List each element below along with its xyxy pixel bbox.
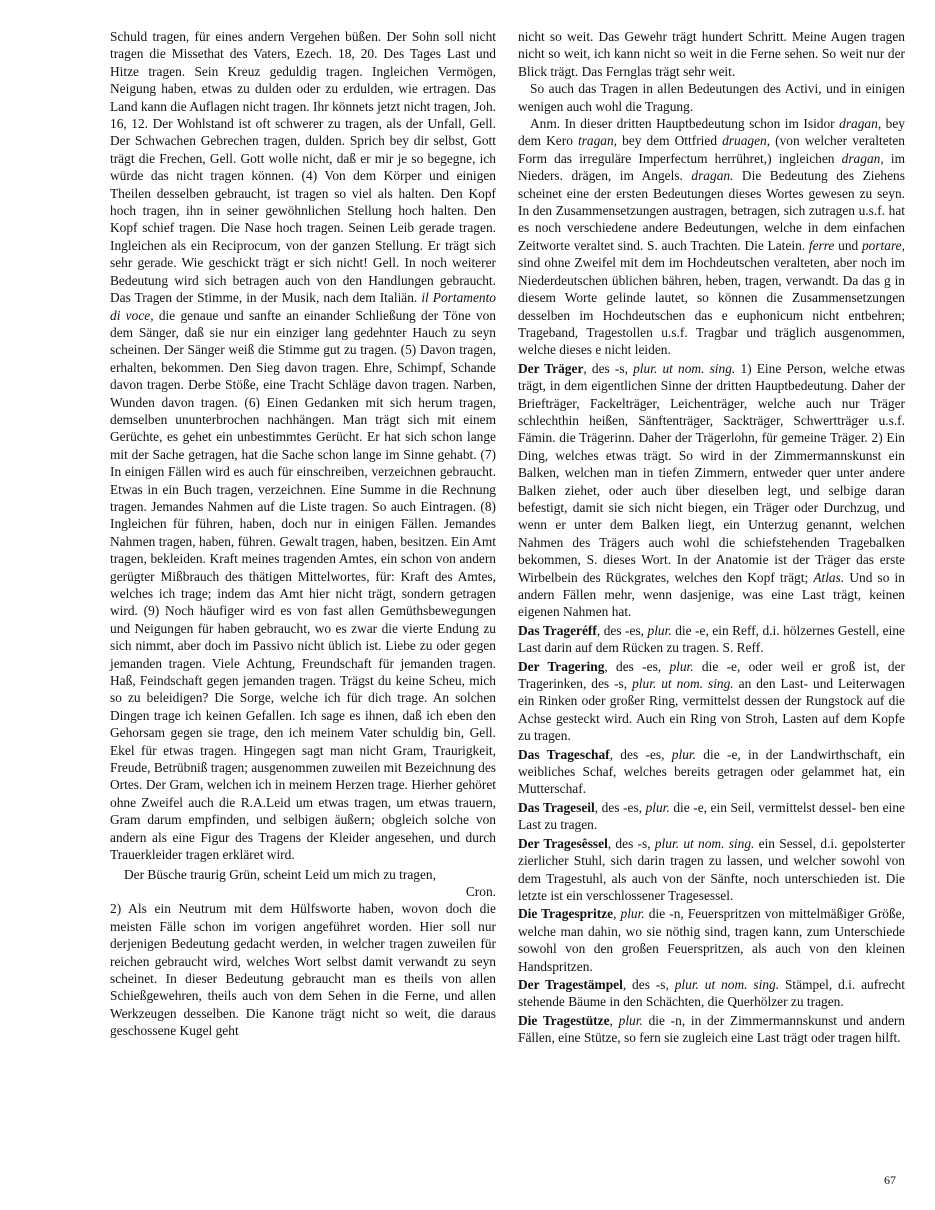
dictionary-entry: Das Trageseil, des -es, plur. die -e, ein Seil, vermittelst dessel- ben eine Last zu tragen.	[518, 799, 905, 833]
entry-headword: Der Träger	[518, 360, 584, 376]
dictionary-entry: Das Trageschaf, des -es, plur. die -e, in der Landwirthschaft, ein weibliches Schaf, welches bereits getragen oder gelammet hat, ein Mutterschaf.	[518, 746, 905, 797]
dictionary-entry: Das Trageréff, des -es, plur. die -e, ein Reff, d.i. hölzernes Gestell, eine Last darin auf dem Rücken zu tragen. S. Reff.	[518, 622, 905, 656]
page-number: 67	[884, 1173, 896, 1187]
entry-headword: Der Tragesêssel	[518, 835, 608, 851]
dictionary-entry: Der Tragesêssel, des -s, plur. ut nom. sing. ein Sessel, d.i. gepolsterter zierlicher Stuhl, sich darin tragen zu lassen, und welcher sowohl von dem Tragestuhl, als auch von der Sänfte, noch unterschieden ist. Die letzte ist ein verschlossener Tragesessel.	[518, 835, 905, 903]
dictionary-entry: Die Tragestütze, plur. die -n, in der Zimmermannskunst und andern Fällen, eine Stütze, so fern sie zugleich eine Last trägt oder tragen hilft.	[518, 1012, 905, 1046]
left-column	[110, 28, 496, 1040]
paragraph: So auch das Tragen in allen Bedeutungen des Activi, und in einigen wenigen auch wohl die Tragung.	[518, 81, 905, 114]
paragraph: nicht so weit. Das Gewehr trägt hundert Schritt. Meine Augen tragen nicht so weit, ich kann nicht so weit in die Ferne sehen. So weit nur der Blick trägt. Das Fernglas trägt sehr weit.	[518, 29, 905, 79]
entry-headword: Der Tragering	[518, 658, 605, 674]
right-column	[518, 28, 905, 1047]
entry-headword: Das Trageréff	[518, 622, 597, 638]
annotation-paragraph: Anm. In dieser dritten Hauptbedeutung schon im Isidor dragan, bey dem Kero tragan, bey dem Ottfried druagen, (von welcher veralteten Form das irreguläre Imperfectum herrühret,) ingleichen dragan, im Nieders. drägen, im Angels. dragan. Die Bedeutung des Ziehens scheinet eine der ersten Bedeutungen dieses Wortes gewesen zu seyn. In den Zusammensetzungen austragen, betragen, sich zutragen u.s.f. hat es noch verschiedene andere Bedeutungen, welche in dem einfachen Zeitworte veraltet sind. S. auch Trachten. Die Latein. ferre und portare, sind ohne Zweifel mit dem im Hochdeutschen veralteten, aber noch im Niederdeutschen üblichen bähren, heben, tragen, verwandt. Da das g in diesem Worte gelinde lautet, so können die Zusammensetzungen desselben im Hochdeutschen das e euphonicum nicht entbehren; Trageband, Tragestollen u.s.f. Tragbar und träglich ausgenommen, welche dieses e nicht leiden.	[518, 116, 905, 358]
dictionary-entry: Der Träger, des -s, plur. ut nom. sing. 1) Eine Person, welche etwas trägt, in dem eigentlichen Sinne der dritten Hauptbedeutung. Daher der Briefträger, Fackelträger, Leichenträger, welche auch nur Träger schlechthin heißen, Sänftenträger, Sackträger, Schwertträger u.s.f. Fämin. die Trägerinn. Daher der Trägerlohn, für gemeine Träger. 2) Ein Ding, welches etwas trägt. So wird in der Zimmermannskunst ein Balken, welchen man in tiefen Zimmern, entweder quer unter andere Balken ziehet, oder auch über dieselben legt, und selbige daran befestigt, damit sie sich nicht biegen, ein Träger oder Durchzug, und wenn er unter dem Balken liegt, ein Unterzug genannt, welchen Nahmen des Trägers auch wohl die schiefstehenden Tragebalken bekommen, S. dieses Wort. In der Anatomie ist der Träger das erste Wirbelbein des Rückgrates, welches den Kopf trägt; Atlas. Und so in andern Fällen mehr, wenn dasjenige, was eine Last trägt, keinen eigenen Nahmen hat.	[518, 360, 905, 620]
dictionary-entry: Der Tragering, des -es, plur. die -e, oder weil er groß ist, der Tragerinken, des -s, plur. ut nom. sing. an den Last- und Leiterwagen ein Rinken oder großer Ring, vermittelst dessen der Rungstock auf die Achse gesteckt wird. Auch ein Ring von Stroh, Lasten auf dem Kopfe zu tragen.	[518, 658, 905, 744]
entry-headword: Der Tragestämpel	[518, 976, 623, 992]
verse-quote: Der Büsche traurig Grün, scheint Leid um mich zu tragen,	[124, 866, 436, 882]
entry-headword: Die Tragestütze	[518, 1012, 610, 1028]
verse-attribution: Cron.	[465, 883, 496, 899]
entry-headword: Das Trageseil	[518, 799, 595, 815]
paragraph: 2) Als ein Neutrum mit dem Hülfsworte haben, wovon doch die meisten Fälle schon im vorigen angeführet worden. Hier soll nur derjenigen Bedeutung gedacht werden, in welcher tragen zuweilen für reichen gebraucht wird, welches Wort selbst damit verwandt zu seyn scheinet. In dieser Bedeutung gebraucht man es theils von allen Schießgewehren, theils auch von dem Sehen in die Ferne, und allen Werkzeugen desselben. Die Kanone trägt nicht so weit, die daraus geschossene Kugel geht	[110, 901, 496, 1039]
paragraph: Schuld tragen, für eines andern Vergehen büßen. Der Sohn soll nicht tragen die Missethat des Vaters, Ezech. 18, 20. Des Tages Last und Hitze tragen. Sein Kreuz geduldig tragen. Ingleichen Vermögen, Neigung haben, etwas zu dulden oder zu erdulden, wie ertragen. Das Land kann die Auflagen nicht tragen. Ihr könnets jetzt nicht tragen, Joh. 16, 12. Der Wohlstand ist oft schwerer zu tragen, als der Unfall, Gell. Der Schwachen Gebrechen tragen, dulden. Sprich bey dir selbst, Gott trägt die Frechen, Gell. Gott wolle nicht, daß er mir je so begegne, ich würde das nicht tragen können. (4) Von dem Körper und einigen Theilen desselben gebraucht, ist tragen so viel als halten. Den Kopf hoch tragen, ihn in seiner gewöhnlichen Stellung hoch halten. Den Kopf schief tragen. Die Nase hoch tragen. Seinen Leib gerade tragen. Ingleichen als ein Reciprocum, von der ganzen Stellung. Er trägt sich sehr gerade. Wie geschickt trägt er sich nicht! Gell. In noch weiterer Bedeutung wird sich betragen auch von den Handlungen gebraucht. Das Tragen der Stimme, in der Musik, nach dem Italiän. il Portamento di voce, die genaue und sanfte an einander Schließung der Töne von dem Sänger, daß sie nur ein einziger lang gedehnter Hauch zu seyn scheinen. Der Sänger weiß die Stimme gut zu tragen. (5) Davon tragen, erhalten, bekommen. Den Sieg davon tragen. Ehre, Schimpf, Schande davon tragen. Derbe Stöße, eine Tracht Schläge davon tragen. Narben, Wunden davon tragen. (6) Einen Gedanken mit sich herum tragen, demselben ununterbrochen nachhängen. Man trägt sich mit einem Gerüchte, es gehet ein unbestimmtes Gerücht. Er hat sich schon lange mit der Sache getragen, hat die Sache schon lange im Sinne gehabt. (7) In einigen Fällen wird es auch für einschreiben, verzeichnen gebraucht. Etwas in ein Buch tragen, verzeichnen. Eine Summe in die Rechnung tragen. Jemandes Nahmen auf die Liste tragen. So auch Eintragen. (8) Ingleichen für führen, haben, doch nur in einigen Fällen. Jemandes Nahmen tragen, haben, führen. Gewalt tragen, haben, besitzen. Ein Amt tragen, bekleiden. Kraft meines tragenden Amtes, ein schon von andern gerügter Mißbrauch des thätigen Mittelwortes, für: Kraft des Amtes, welches ich trage; indem das Amt hier nicht trägt, sondern getragen wird. (9) Noch häufiger wird es von fast allen Gemüthsbewegungen und Neigungen für haben gebraucht, wo es zwar die vierte Endung zu sich nimmt, aber doch im Passivo nicht üblich ist. Liebe zu oder gegen jemanden tragen. Viele Achtung, Freundschaft für jemanden tragen. Haß, Feindschaft gegen jemanden tragen. Trägst du keine Scheu, mich so zu beleidigen? Die Sorge, welche ich für dich trage. An solchen Dingen trage ich keinen Gefallen. Ich sage es ihnen, daß ich eben den Gehorsam gegen sie trage, den ich meinem Vater schuldig bin, Gell. Ekel für etwas tragen. Hingegen sagt man nicht Gram, Traurigkeit, Freude, Betrübniß tragen; ausgenommen zuweilen mit Bezeichnung des Ortes. Der Gram, welchen ich in meinem Herzen trage. Hierher gehöret ohne Zweifel auch die R.A.Leid um etwas tragen, um etwas trauern, Gram darum empfinden, und selbigen äußern; obgleich solche von andern als eine Figur des Tragens der Kleider angesehen, und durch Trauerkleider tragen erkläret wird.	[110, 29, 496, 863]
dictionary-entry: Der Tragestämpel, des -s, plur. ut nom. sing. Stämpel, d.i. aufrecht stehende Bäume in den Schächten, die Querhölzer zu tragen.	[518, 976, 905, 1010]
entry-headword: Die Tragespritze	[518, 906, 614, 922]
entry-headword: Das Trageschaf	[518, 746, 610, 762]
dictionary-entry: Die Tragespritze, plur. die -n, Feuerspritzen von mittelmäßiger Größe, welche man dahin, wo sie nöthig sind, tragen kann, zum Unterschiede sowohl von den großen Feuerspritzen, als auch von den kleinen Handspritzen.	[518, 906, 905, 974]
